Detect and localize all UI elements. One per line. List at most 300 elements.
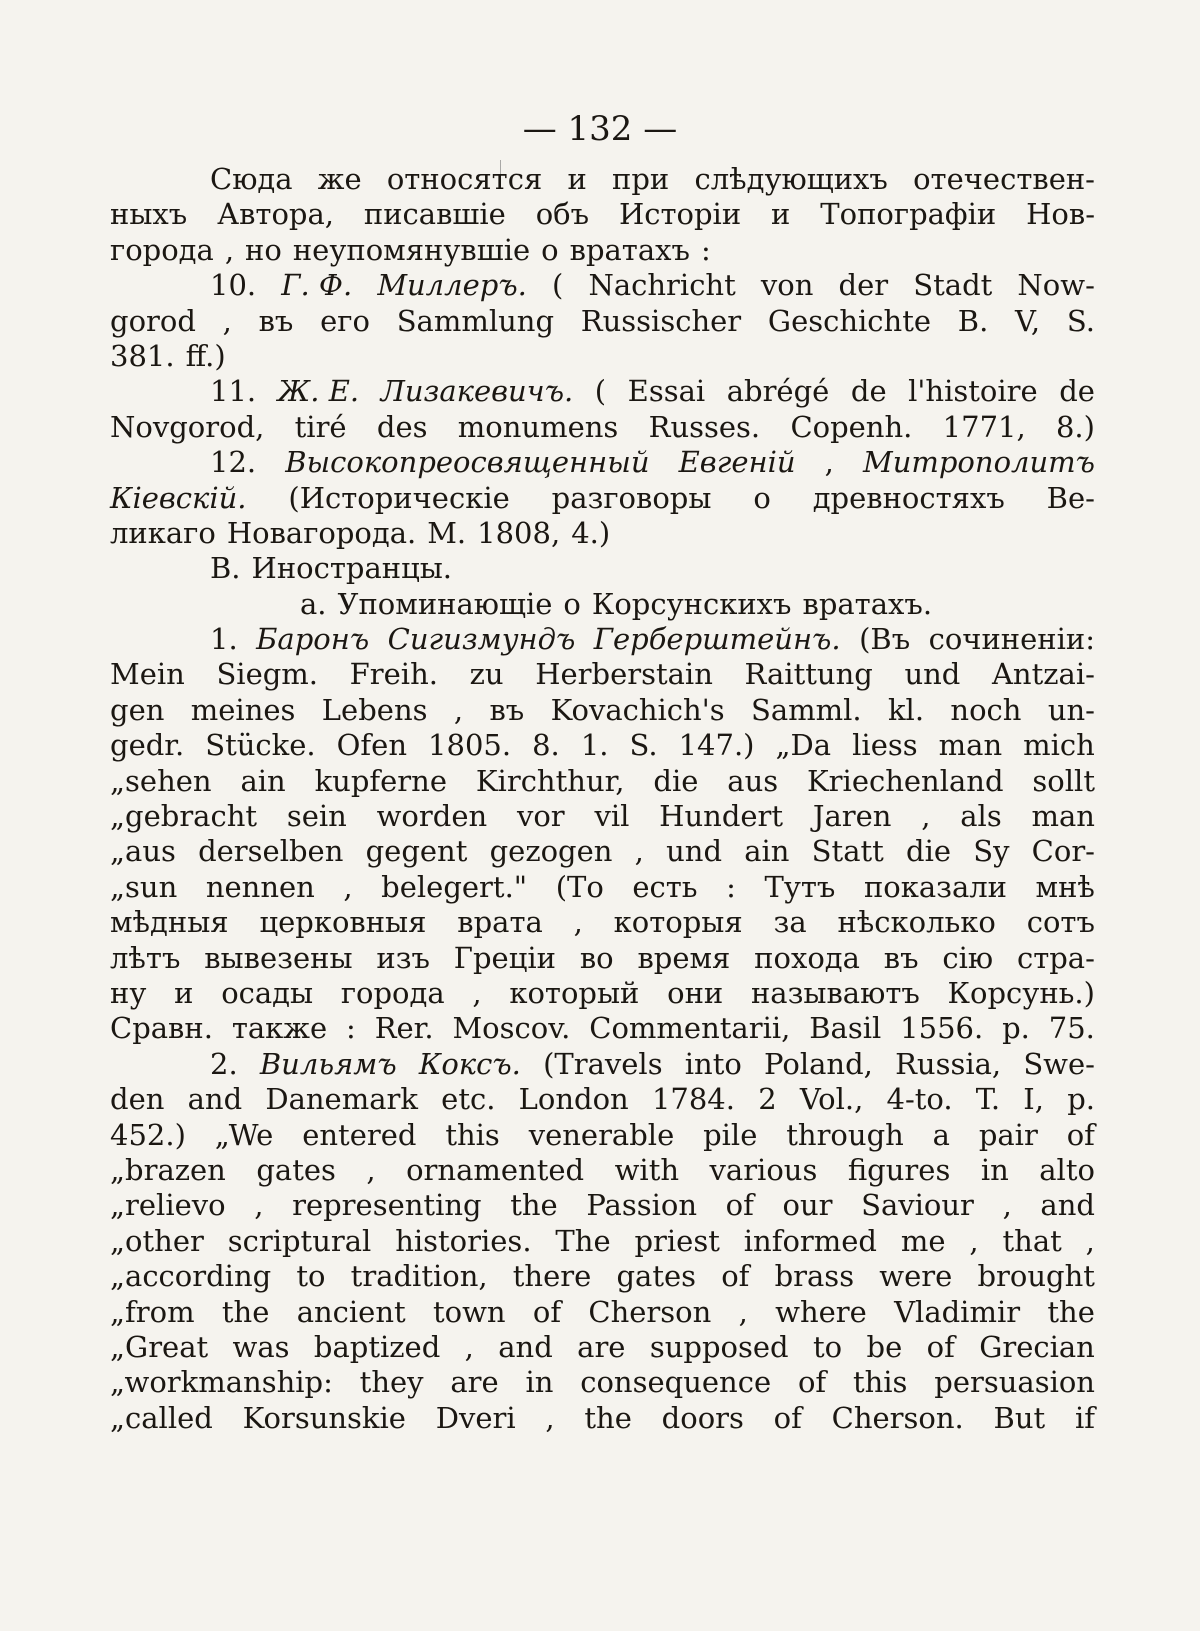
word: осады xyxy=(221,975,314,1010)
word: Исторіи xyxy=(618,197,742,232)
word: разговоры xyxy=(551,480,712,515)
word: vor xyxy=(516,799,565,834)
text-line xyxy=(110,1224,1095,1259)
word: man xyxy=(1031,799,1095,834)
word: Vol., xyxy=(799,1082,864,1117)
word: belegert." xyxy=(381,869,528,904)
text-line xyxy=(110,587,1095,622)
word: V, xyxy=(1015,303,1041,338)
word: вратахъ xyxy=(569,232,690,267)
text-line xyxy=(110,834,1095,869)
word: in xyxy=(525,1365,554,1400)
word: Новагорода. xyxy=(226,515,417,550)
word: with xyxy=(614,1152,680,1187)
word: von xyxy=(760,268,814,303)
word: Кіевскій. xyxy=(110,480,247,515)
word: Ofen xyxy=(336,728,408,763)
word: ornamented xyxy=(406,1152,585,1187)
word: ( xyxy=(594,374,607,409)
word: Kovachich's xyxy=(550,692,725,727)
word: „from xyxy=(110,1294,195,1329)
word: ain xyxy=(240,763,286,798)
word: kupferne xyxy=(314,763,448,798)
word: , xyxy=(573,905,583,940)
word: который xyxy=(509,975,640,1010)
word: (Въ xyxy=(859,622,911,657)
word: изъ xyxy=(376,940,430,975)
text-line xyxy=(110,1295,1095,1330)
word: nennen xyxy=(205,869,315,904)
word: (То xyxy=(555,869,604,904)
word: лѣтъ xyxy=(110,940,181,975)
word: вратахъ. xyxy=(802,586,933,621)
word: und xyxy=(904,657,961,692)
word: , xyxy=(254,1188,264,1223)
word: doors xyxy=(661,1400,744,1435)
word: также xyxy=(231,1011,328,1046)
word: 1784. xyxy=(651,1082,735,1117)
word: into xyxy=(684,1046,742,1081)
word: Siegm. xyxy=(216,657,319,692)
word: Lebens xyxy=(321,692,428,727)
word: Vladimir xyxy=(894,1294,1021,1329)
word: Stadt xyxy=(913,268,993,303)
word: Kriechenland xyxy=(807,763,1004,798)
word: l'histoire xyxy=(908,374,1038,409)
word: pair xyxy=(978,1117,1038,1152)
word: the xyxy=(584,1400,632,1435)
word: die xyxy=(906,834,952,869)
text-line xyxy=(110,304,1095,339)
word: Евгеній xyxy=(678,445,796,480)
word: are xyxy=(577,1329,626,1364)
word: den xyxy=(110,1082,165,1117)
word: that xyxy=(1002,1223,1062,1258)
word: Ве- xyxy=(1046,480,1095,515)
word: во xyxy=(579,940,614,975)
text-line xyxy=(110,941,1095,976)
word: М. xyxy=(427,515,467,550)
word: о xyxy=(753,480,771,515)
word: о xyxy=(541,232,559,267)
word: p. xyxy=(1002,1011,1030,1046)
word: „Da xyxy=(775,728,832,763)
word: В. xyxy=(210,551,241,586)
word: неупомянувшіе xyxy=(292,232,531,267)
word: „sun xyxy=(110,869,178,904)
word: 1808, xyxy=(477,515,561,550)
word: же xyxy=(317,162,362,196)
word: S. xyxy=(1066,303,1095,338)
word: , xyxy=(545,1400,555,1435)
word: ancient xyxy=(296,1294,406,1329)
word: Russes. xyxy=(648,409,761,444)
word: of xyxy=(721,1259,750,1294)
word: Mein xyxy=(110,657,185,692)
word: and xyxy=(498,1329,553,1364)
word: и xyxy=(174,975,194,1010)
word: London xyxy=(518,1082,629,1117)
text-line xyxy=(110,870,1095,905)
word: въ xyxy=(883,940,919,975)
word: S. xyxy=(629,728,658,763)
word: p. xyxy=(1067,1082,1095,1117)
word: мнѣ xyxy=(1035,869,1095,904)
word: if xyxy=(1074,1400,1095,1435)
word: town xyxy=(432,1294,506,1329)
word: но xyxy=(245,232,282,267)
word: Grecian xyxy=(979,1329,1095,1364)
word: Essai xyxy=(627,374,706,409)
word: называютъ xyxy=(750,975,920,1010)
word: „sehen xyxy=(110,763,212,798)
word: „relievo xyxy=(110,1188,226,1223)
word: Stücke. xyxy=(205,728,316,763)
word: 147.) xyxy=(678,728,755,763)
word: sollt xyxy=(1032,763,1095,798)
text-line xyxy=(110,799,1095,834)
word: of xyxy=(926,1329,955,1364)
word: the xyxy=(1047,1294,1095,1329)
text-line xyxy=(110,1011,1095,1046)
word: des xyxy=(376,409,428,444)
text-line xyxy=(110,693,1095,728)
word: der xyxy=(838,268,889,303)
word: me xyxy=(900,1223,946,1258)
word: this xyxy=(445,1117,500,1152)
word: gates xyxy=(256,1152,336,1187)
word: Russia, xyxy=(895,1046,1002,1081)
word: our xyxy=(782,1188,833,1223)
text-line xyxy=(110,516,1095,551)
word: „Great xyxy=(110,1329,209,1364)
word: to xyxy=(296,1259,326,1294)
word: histories. xyxy=(395,1223,532,1258)
word: Herberstain xyxy=(535,657,713,692)
word: Автора, xyxy=(217,197,334,232)
word: Raittung xyxy=(744,657,873,692)
word: of xyxy=(1066,1117,1095,1152)
word: B. xyxy=(957,303,989,338)
word: Ж. Е. xyxy=(277,374,360,409)
word: there xyxy=(512,1259,592,1294)
word: Now- xyxy=(1017,268,1095,303)
word: the xyxy=(510,1188,558,1223)
word: , xyxy=(634,834,644,869)
word: baptized xyxy=(313,1329,441,1364)
text-line xyxy=(110,764,1095,799)
word: Geschichte xyxy=(767,303,932,338)
text-line xyxy=(110,551,1095,586)
word: которыя xyxy=(613,905,743,940)
word: Герберштейнъ. xyxy=(593,622,841,657)
word: о xyxy=(563,586,581,621)
word: его xyxy=(320,303,370,338)
word: ликаго xyxy=(110,515,216,550)
word: 1. xyxy=(210,622,238,657)
word: are xyxy=(450,1365,499,1400)
text-line xyxy=(110,410,1095,445)
word: Сюда xyxy=(210,162,293,196)
word: 8. xyxy=(532,728,560,763)
word: a xyxy=(932,1117,950,1152)
word: показали xyxy=(863,869,1007,904)
word: ныхъ xyxy=(110,197,188,232)
text-line xyxy=(110,197,1095,232)
word: Миллеръ. xyxy=(377,268,527,303)
word: 1556. xyxy=(900,1011,984,1046)
word: 4.) xyxy=(571,515,611,550)
word: aus xyxy=(727,763,779,798)
text-line xyxy=(110,233,1095,268)
word: , xyxy=(366,1152,376,1187)
word: слѣдующихъ xyxy=(694,162,888,196)
page-number: — 132 — xyxy=(522,109,678,149)
word: tiré xyxy=(294,409,347,444)
word: и xyxy=(771,197,791,232)
word: Korsunskie xyxy=(242,1400,406,1435)
word: Jaren xyxy=(812,799,892,834)
word: : xyxy=(346,1011,356,1046)
word: Вильямъ xyxy=(259,1046,397,1081)
word: „workmanship: xyxy=(110,1365,333,1400)
word: а. xyxy=(300,586,327,621)
word: въ xyxy=(258,303,294,338)
word: The xyxy=(555,1223,611,1258)
word: und xyxy=(666,834,723,869)
word: отечествен- xyxy=(913,162,1095,196)
word: церковныя xyxy=(259,905,427,940)
word: Cherson xyxy=(588,1294,712,1329)
word: where xyxy=(775,1294,867,1329)
word: gedr. xyxy=(110,728,185,763)
word: gezogen xyxy=(489,834,613,869)
word: brought xyxy=(977,1259,1095,1294)
word: „according xyxy=(110,1259,272,1294)
word: gorod xyxy=(110,303,196,338)
word: ( xyxy=(552,268,564,303)
word: , xyxy=(464,1329,474,1364)
word: 1771, xyxy=(942,409,1026,444)
text-line xyxy=(110,657,1095,692)
word: Commentarii, xyxy=(589,1011,791,1046)
word: venerable xyxy=(528,1117,675,1152)
word: 8.) xyxy=(1055,409,1095,444)
word: Danemark xyxy=(265,1082,418,1117)
word: sein xyxy=(286,799,347,834)
word: and xyxy=(1040,1188,1095,1223)
word: Cor- xyxy=(1031,834,1095,869)
word: , xyxy=(1002,1188,1012,1223)
text-line xyxy=(110,1082,1095,1117)
word: 4-to. xyxy=(886,1082,953,1117)
word: mich xyxy=(1023,728,1095,763)
word: representing xyxy=(292,1188,482,1223)
word: un- xyxy=(1047,692,1095,727)
word: : xyxy=(700,232,711,267)
word: Saviour xyxy=(861,1188,974,1223)
word: нѣсколько xyxy=(837,905,996,940)
word: I, xyxy=(1023,1082,1044,1117)
word: древностяхъ xyxy=(812,480,1005,515)
word: 2 xyxy=(758,1082,777,1117)
word: стра- xyxy=(1016,940,1095,975)
word: „other xyxy=(110,1223,204,1258)
word: they xyxy=(359,1365,424,1400)
word: Топографіи xyxy=(820,197,997,232)
word: Баронъ xyxy=(256,622,370,657)
text-line xyxy=(110,1365,1095,1400)
word: ain xyxy=(744,834,790,869)
text-line xyxy=(110,622,1095,657)
word: 10. xyxy=(210,268,257,303)
word: они xyxy=(667,975,724,1010)
word: Copenh. xyxy=(790,409,913,444)
text-line xyxy=(110,339,1095,374)
word: Греціи xyxy=(453,940,556,975)
word: 11. xyxy=(210,374,257,409)
text-line xyxy=(110,1047,1095,1082)
word: kl. xyxy=(887,692,925,727)
word: monumens xyxy=(457,409,619,444)
word: abrégé xyxy=(726,374,830,409)
word: Sy xyxy=(973,834,1010,869)
word: „aus xyxy=(110,834,176,869)
word: ну xyxy=(110,975,147,1010)
word: Samml. xyxy=(750,692,862,727)
word: this xyxy=(852,1365,908,1400)
text-line xyxy=(110,976,1095,1011)
word: Митрополитъ xyxy=(863,445,1095,480)
word: of xyxy=(532,1294,562,1329)
word: (Историческіе xyxy=(288,480,510,515)
word: „We xyxy=(214,1117,274,1152)
word: persuasion xyxy=(934,1365,1095,1400)
word: 1. xyxy=(580,728,609,763)
word: есть xyxy=(632,869,698,904)
text-line xyxy=(110,1330,1095,1365)
word: de xyxy=(850,374,887,409)
word: brass xyxy=(774,1259,855,1294)
word: worden xyxy=(376,799,488,834)
word: and xyxy=(187,1082,243,1117)
text-line xyxy=(110,905,1095,940)
word: сотъ xyxy=(1026,905,1095,940)
word: , xyxy=(969,1223,979,1258)
word: въ xyxy=(489,692,525,727)
word: города xyxy=(340,975,445,1010)
word: , xyxy=(738,1294,748,1329)
word: zu xyxy=(469,657,504,692)
word: priest xyxy=(634,1223,720,1258)
word: Г. Ф. xyxy=(281,268,353,303)
word: Лизакевичъ. xyxy=(380,374,574,409)
text-line xyxy=(110,374,1095,409)
word: Poland, xyxy=(764,1046,873,1081)
word: , xyxy=(453,692,464,727)
word: „brazen xyxy=(110,1152,226,1187)
word: Moscov. xyxy=(452,1011,571,1046)
word: through xyxy=(786,1117,904,1152)
word: gen xyxy=(110,692,165,727)
text-line xyxy=(110,445,1095,480)
text-line xyxy=(110,1153,1095,1188)
word: 381. xyxy=(110,338,175,373)
word: 452.) xyxy=(110,1117,186,1152)
word: сію xyxy=(942,940,994,975)
text-line xyxy=(110,1118,1095,1153)
word: Коксъ. xyxy=(418,1046,521,1081)
word: Иностранцы. xyxy=(251,551,453,586)
word: Упоминающіе xyxy=(337,586,553,621)
word: gates xyxy=(616,1259,697,1294)
word: Nachricht xyxy=(588,268,736,303)
word: of xyxy=(773,1400,802,1435)
word: похода xyxy=(754,940,860,975)
word: Antzai- xyxy=(991,657,1095,692)
word: But xyxy=(993,1400,1046,1435)
word: , xyxy=(824,445,834,480)
word: , xyxy=(1085,1223,1095,1258)
word: 12. xyxy=(210,445,257,480)
word: , xyxy=(222,303,232,338)
word: Swe- xyxy=(1023,1046,1095,1081)
word: die xyxy=(653,763,699,798)
word: of xyxy=(725,1188,754,1223)
word: относятся xyxy=(386,162,543,196)
word: вывезены xyxy=(204,940,353,975)
word: , xyxy=(921,799,931,834)
word: Passion xyxy=(586,1188,698,1223)
word: tradition, xyxy=(350,1259,488,1294)
word: ff.) xyxy=(185,338,226,373)
word: : xyxy=(726,869,736,904)
word: T. xyxy=(975,1082,1001,1117)
word: vil xyxy=(594,799,630,834)
word: города xyxy=(110,232,214,267)
word: мѣдныя xyxy=(110,905,229,940)
word: (Travels xyxy=(543,1046,663,1081)
word: in xyxy=(980,1152,1009,1187)
word: за xyxy=(773,905,807,940)
word: Novgorod, xyxy=(110,409,265,444)
word: 75. xyxy=(1048,1011,1095,1046)
word: Сигизмундъ xyxy=(387,622,576,657)
word: врата xyxy=(457,905,543,940)
word: informed xyxy=(743,1223,877,1258)
word: entered xyxy=(302,1117,417,1152)
word: noch xyxy=(950,692,1022,727)
word: meines xyxy=(190,692,296,727)
word: , xyxy=(343,869,353,904)
text-line xyxy=(110,162,1095,197)
text-line xyxy=(110,268,1095,303)
word: figures xyxy=(847,1152,951,1187)
word: Statt xyxy=(811,834,884,869)
word: , xyxy=(472,975,482,1010)
word: Kirchthur, xyxy=(475,763,625,798)
word: Корсунскихъ xyxy=(591,586,792,621)
word: the xyxy=(221,1294,270,1329)
word: Freih. xyxy=(349,657,438,692)
word: alto xyxy=(1039,1152,1095,1187)
word: scriptural xyxy=(227,1223,372,1258)
word: gegent xyxy=(365,834,468,869)
word: be xyxy=(866,1329,903,1364)
word: время xyxy=(637,940,731,975)
word: Тутъ xyxy=(764,869,836,904)
word: derselben xyxy=(198,834,344,869)
